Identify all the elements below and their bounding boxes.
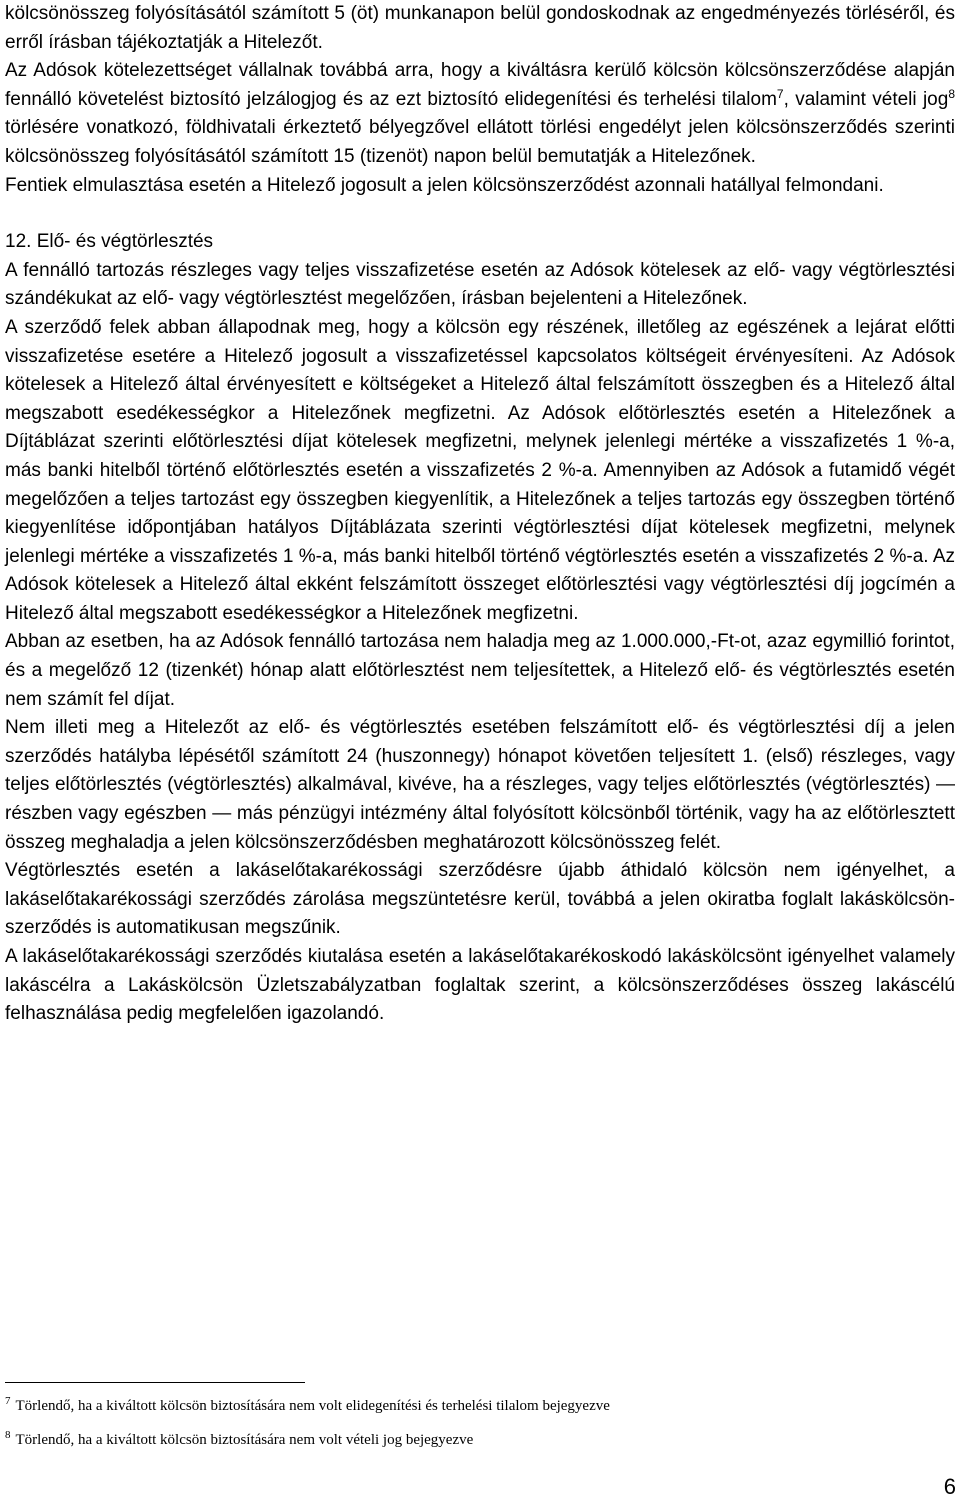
page-number: 6 bbox=[943, 1474, 956, 1499]
paragraph-fee-exemption: Abban az esetben, ha az Adósok fennálló tartozása nem haladja meg az 1.000.000,-Ft-ot, azaz egymillió forintot, és a megelőző 12 (tizenkét) hónap alatt előtörlesztést nem teljesítettek, a Hitelező elő- és végtörlesztés esetén nem számít fel díjat. bbox=[5, 631, 955, 710]
paragraph-allocation: A lakáselőtakarékossági szerződés kiutalása esetén a lakáselőtakarékoskodó lakáskölcsönt igényelhet valamely lakáscélra a Lakáskölcsön Üzletszabályzatban foglaltak szerint, a kölcsönszerződéses összeg lakáscélú felhasználása pedig megfelelően igazolandó. bbox=[5, 946, 955, 1025]
paragraph-notice: A fennálló tartozás részleges vagy teljes visszafizetése esetén az Adósok kötelesek az elő- vagy végtörlesztési szándékukat az elő- vagy végtörlesztést megelőzően, írásban bejelenteni a Hitelezőnek. bbox=[5, 259, 955, 310]
paragraph-final-repayment: Végtörlesztés esetén a lakáselőtakarékossági szerződésre újabb áthidaló kölcsön nem igényelhet, a lakáselőtakarékossági szerződés zárolása megszüntetésre kerül, továbbá a jelen okiratba foglalt lakáskölcsön-szerződés is automatikusan megszűnik. bbox=[5, 860, 955, 939]
paragraph-text: törlésére vonatkozó, földhivatali érkeztető bélyegzővel ellátott törlési engedélyt jelen kölcsönszerződés szerinti kölcsönösszeg folyósításától számított 15 (tizenöt) napon belül bemutatják a Hitelezőnek. bbox=[5, 117, 955, 167]
footnotes bbox=[5, 1396, 955, 1464]
paragraph-text: , valamint vételi jog bbox=[783, 88, 949, 110]
footnote-ref-8: 8 bbox=[948, 86, 955, 101]
document-body bbox=[5, 0, 955, 1029]
paragraph-24-month-rule: Nem illeti meg a Hitelezőt az elő- és végtörlesztés esetében felszámított elő- és végtörlesztési díj a jelen szerződés hatályba lépésétől számított 24 (huszonnegy) hónapot követően teljesített 1. (első) részleges, vagy teljes előtörlesztés (végtörlesztés) alkalmával, kivéve, ha a részleges, vagy teljes előtörlesztés (végtörlesztés) — részben vagy egészben — más pénzügyi intézmény által folyósított kölcsönből történik, vagy ha az előtörlesztett összeg meghaladja a jelen kölcsönszerződésben meghatározott kölcsönösszeg felét. bbox=[5, 717, 955, 853]
footnote-8 bbox=[5, 1430, 955, 1450]
footnote-7 bbox=[5, 1396, 955, 1416]
paragraph-continuation: kölcsönösszeg folyósításától számított 5 (öt) munkanapon belül gondoskodnak az engedményezés törléséről, és erről írásban tájékoztatják a Hitelezőt. bbox=[5, 3, 955, 53]
paragraph-termination: Fentiek elmulasztása esetén a Hitelező jogosult a jelen kölcsönszerződést azonnali hatállyal felmondani. bbox=[5, 174, 884, 196]
footnote-text: Törlendő, ha a kiváltott kölcsön biztosítására nem volt vételi jog bejegyezve bbox=[15, 1432, 474, 1448]
paragraph-text: Az Adósok kötelezettséget vállalnak továbbá arra, hogy a kiváltásra kerülő kölcsön kölcsönszerződése alapján fennálló követelést biztosító jelzálogjog és az ezt biztosító elidegenítési és terhelési tilalom bbox=[5, 60, 955, 110]
footnote-mark: 8 bbox=[5, 1429, 11, 1441]
footnote-divider bbox=[5, 1382, 305, 1383]
paragraph-costs: A szerződő felek abban állapodnak meg, hogy a kölcsön egy részének, illetőleg az egészének a lejárat előtti visszafizetése esetére a Hitelező jogosult a visszafizetéssel kapcsolatos költségeit érvényesíteni. Az Adósok kötelesek a Hitelező által érvényesített e költségeket a Hitelező által felszámított összegben és a Hitelező által megszabott esedékességkor a Hitelezőnek megfizetni. Az Adósok előtörlesztés esetén a Hitelezőnek a Díjtáblázat szerinti előtörlesztési díjat kötelesek megfizetni, melynek jelenlegi mértéke a visszafizetés 1 %-a, más banki hitelből történő előtörlesztés esetén a visszafizetés 2 %-a. Amennyiben az Adósok a futamidő végét megelőzően a teljes tartozást egy összegben kiegyenlítik, a Hitelezőnek a teljes tartozás egy összegben történő kiegyenlítése időpontjában hatályos Díjtáblázata szerinti végtörlesztési díjat kötelesek megfizetni, melynek jelenlegi mértéke a visszafizetés 1 %-a, más banki hitelből történő végtörlesztés esetén a visszafizetés 2 %-a. Az Adósok kötelesek a Hitelező által ekként felszámított összeget előtörlesztési vagy végtörlesztési díj jogcímén a Hitelező által megszabott esedékességkor a Hitelezőnek megfizetni. bbox=[5, 316, 955, 624]
paragraph-release-obligation bbox=[5, 57, 955, 171]
footnote-ref-7: 7 bbox=[776, 86, 784, 101]
footnote-mark: 7 bbox=[5, 1395, 11, 1407]
document-page bbox=[5, 0, 955, 1029]
footnote-text: Törlendő, ha a kiváltott kölcsön biztosítására nem volt elidegenítési és terhelési tilalom bejegyezve bbox=[15, 1398, 610, 1414]
section-heading: 12. Elő- és végtörlesztés bbox=[5, 231, 214, 253]
